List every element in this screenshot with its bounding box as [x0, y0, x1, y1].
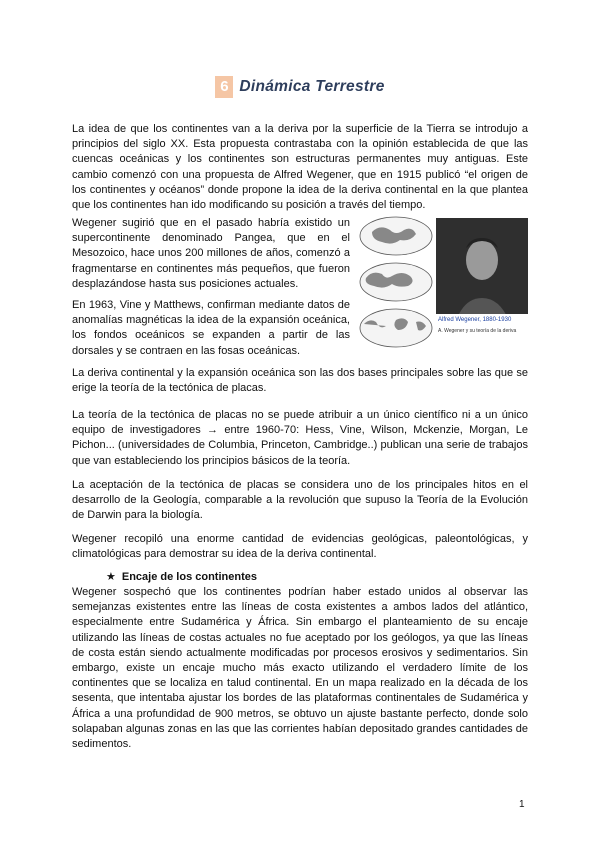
star-icon: ★	[106, 571, 116, 583]
page-number: 1	[519, 799, 525, 810]
paragraph-origin: La teoría de la tectónica de placas no se puede atribuir a un único científico ni a un único equipo de investigadores → entre 1960-70: Hess, Vine, Wilson, Mckenzie, Morgan, Le Pichon... (universidades de Columbia, Princeton, Cambridge..) publican una serie de trabajos que van estableciendo los principios básicos de la teoría.	[72, 409, 528, 467]
paragraph-intro: La idea de que los continentes van a la deriva por la superficie de la Tierra se introdujo a principios del siglo XX. Esta propuesta contrastaba con la opinión establecida de que las cuencas oceánicas y los continentes son estructuras permanentes muy antiguas. Este cambio comenzó con una propuesta de Alfred Wegener, que en 1915 publicó “el origen de los continentes y océanos” donde propone la idea de la deriva continental en la que plantea que los continentes han ido modificando su posición a través del tiempo.	[72, 123, 528, 212]
figure-caption: Alfred Wegener, 1880-1930	[438, 317, 512, 323]
paragraph-vine-matthews: En 1963, Vine y Matthews, confirman mediante datos de anomalías magnéticas la idea de la expansión oceánica, los fondos oceánicos se expanden a partir de las dorsales y se contraen en las fosas oceánicas.	[72, 299, 350, 357]
figure-subcaption: A. Wegener y su teoría de la deriva	[438, 328, 517, 334]
paragraph-continent-fit: Wegener sospechó que los continentes podrían haber estado unidos al observar las semejanzas existentes entre las líneas de costa existentes a ambos lados del atlántico, especialmente entre Sudamérica y África. Sin embargo el planteamiento de su encaje utilizando las líneas de costas actuales no fue aceptado por los geólogos, ya que las líneas de costa están siendo actualmente modificadas por procesos erosivos y sedimentarios. Sin embargo, existe un encaje mucho más exacto utilizando el verdadero límite de los continentes que se localiza en talud continental. En un mapa realizado en la década de los sesenta, que intentaba ajustar los bordes de las plataformas continentales de Sudamérica y África a una profundidad de 900 metros, se obtuvo un ajuste bastante perfecto, donde solo solapaban algunas zonas en las que las corrientes habían depositado grandes cantidades de sedimentos.	[72, 586, 528, 751]
chapter-number-badge: 6	[215, 76, 233, 98]
paragraph-evidence: Wegener recopiló una enorme cantidad de evidencias geológicas, paleontológicas, y climatológicas para demostrar su idea de la deriva continental.	[72, 533, 528, 561]
section-heading	[106, 570, 257, 583]
wegener-portrait-photo	[436, 218, 528, 348]
paragraph-bases: La deriva continental y la expansión oceánica son las dos bases principales sobre las que se erige la teoría de la tectónica de placas.	[72, 367, 528, 395]
paragraph-acceptance: La aceptación de la tectónica de placas se considera uno de los principales hitos en el desarrollo de la Geología, comparable a la revolución que supuso la Teoría de la Evolución de Darwin para la biología.	[72, 479, 528, 522]
pangea-globes-illustration	[358, 214, 434, 354]
section-heading-text: Encaje de los continentes	[121, 571, 257, 583]
chapter-header	[0, 76, 600, 98]
wegener-figure	[358, 214, 530, 354]
paragraph-pangea: Wegener sugirió que en el pasado habría existido un supercontinente denominado Pangea, que en el Mesozoico, hace unos 200 millones de años, comenzó a fragmentarse en continentes más pequeños, que fueron desplazándose hasta sus posiciones actuales.	[72, 217, 350, 290]
chapter-title: Dinámica Terrestre	[239, 78, 385, 95]
